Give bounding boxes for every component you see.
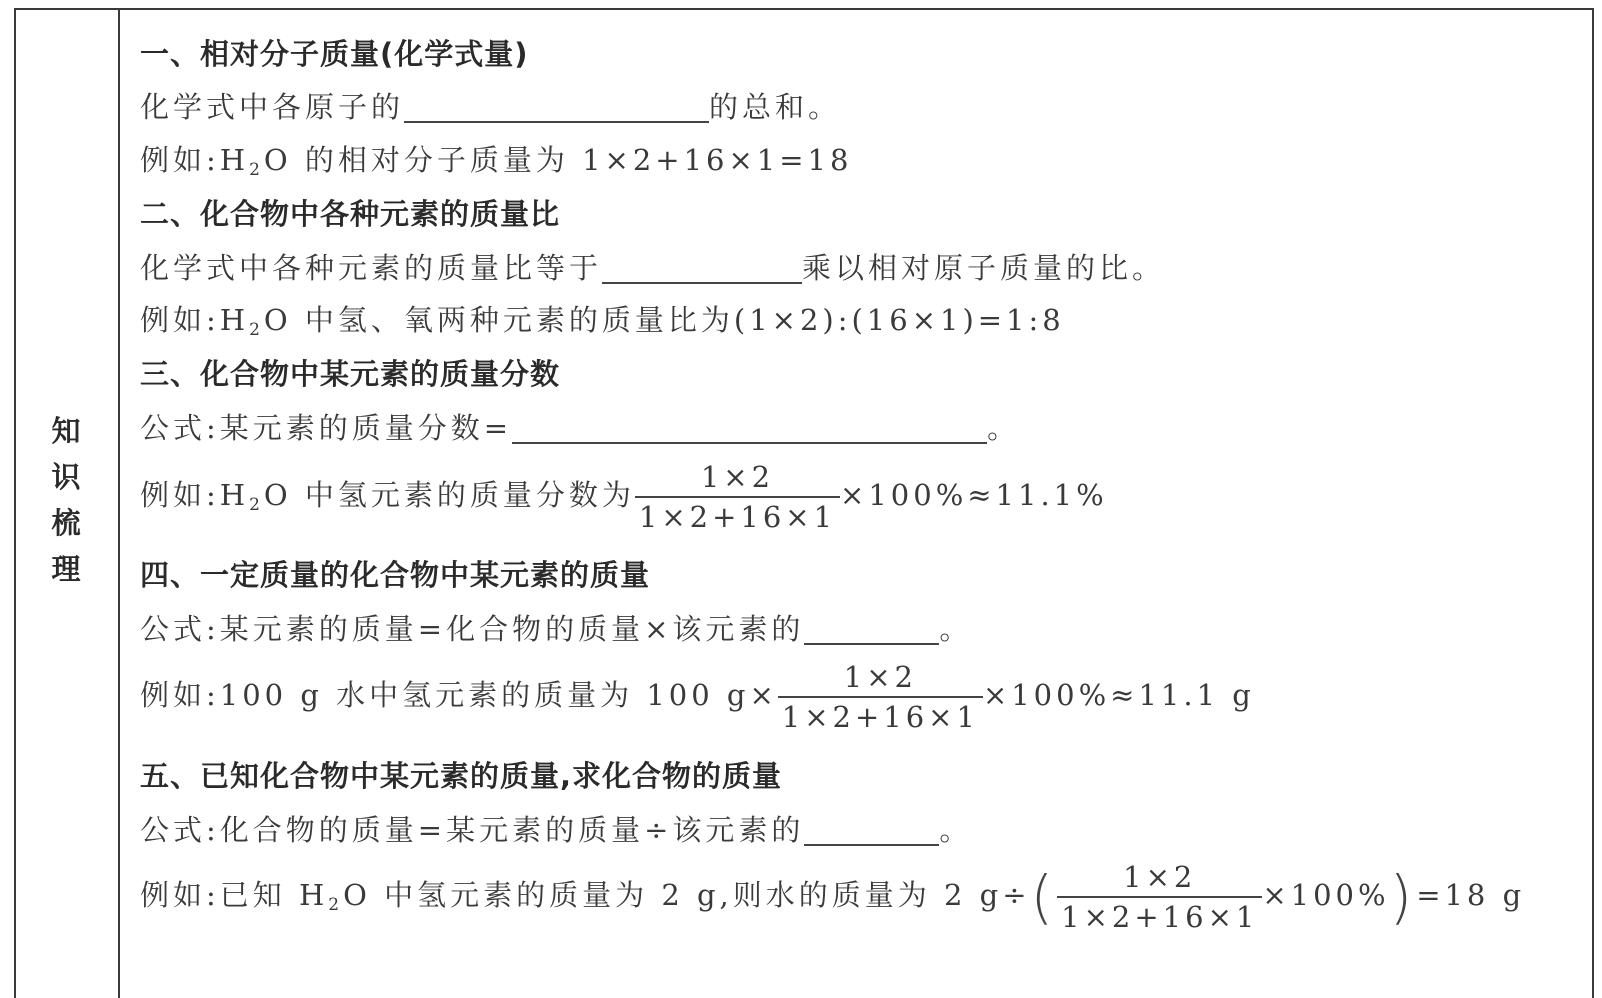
section-1-definition (140, 85, 841, 126)
definition-text: 化学式中各种元素的质量比等于 (140, 251, 603, 285)
example-text: ×100%≈11.1% (840, 478, 1108, 512)
subscript: 2 (249, 495, 264, 515)
fraction (1057, 858, 1262, 936)
example-text: O 的相对分子质量为 1×2+16×1=18 (263, 143, 853, 177)
example-text: O 中氢元素的质量分数为 (263, 478, 635, 512)
sidebar-column (14, 8, 120, 998)
example-text: ×100%≈11.1 g (982, 678, 1255, 712)
subscript: 2 (249, 320, 264, 340)
fraction-denominator: 1×2+16×1 (781, 700, 979, 734)
fraction (635, 458, 840, 536)
definition-text: 的总和。 (709, 90, 842, 124)
formula-text: 公式:某元素的质量=化合物的质量×该元素的 (140, 612, 805, 646)
example-text: 例如:H (140, 478, 250, 512)
definition-text: 化学式中各原子的 (140, 90, 405, 124)
fill-blank (512, 441, 987, 444)
example-text: 例如:已知 H (140, 878, 329, 912)
section-5-example (140, 858, 1525, 936)
example-text: 例如:H (140, 143, 250, 177)
right-paren: ) (1389, 863, 1417, 931)
formula-text: 。 (987, 411, 1021, 445)
example-text: O 中氢元素的质量为 2 g,则水的质量为 2 g÷ (343, 878, 1031, 912)
sidebar-char: 理 (51, 552, 81, 586)
fill-blank (404, 120, 709, 123)
fraction-numerator: 1×2 (1057, 858, 1262, 898)
sidebar-label (14, 408, 118, 592)
fraction (778, 658, 983, 736)
section-2-definition (140, 246, 1165, 287)
formula-text: 公式:化合物的质量=某元素的质量÷该元素的 (140, 813, 805, 847)
section-4-example (140, 658, 1255, 736)
fill-blank (804, 642, 939, 645)
fill-blank (602, 281, 802, 284)
section-2-heading: 二、化合物中各种元素的质量比 (140, 197, 561, 231)
formula-text: 公式:某元素的质量分数= (140, 411, 513, 445)
example-text: 例如:H (140, 303, 250, 337)
section-1-heading: 一、相对分子质量(化学式量) (140, 37, 529, 71)
section-3-formula (140, 406, 1020, 447)
fraction-denominator: 1×2+16×1 (638, 500, 837, 534)
example-text: 例如:100 g 水中氢元素的质量为 100 g× (140, 678, 778, 712)
section-3-example (140, 458, 1108, 536)
formula-text: 。 (939, 612, 973, 646)
section-4-heading: 四、一定质量的化合物中某元素的质量 (140, 558, 651, 592)
definition-text: 乘以相对原子质量的比。 (802, 251, 1166, 285)
example-text: O 中氢、氧两种元素的质量比为(1×2):(16×1)=1:8 (263, 303, 1065, 337)
formula-text: 。 (939, 813, 973, 847)
section-5-formula (140, 808, 972, 849)
section-4-formula (140, 607, 972, 648)
sidebar-char: 梳 (51, 506, 81, 540)
subscript: 2 (328, 895, 344, 915)
subscript: 2 (249, 160, 264, 180)
fraction-numerator: 1×2 (778, 658, 983, 698)
fill-blank (804, 843, 939, 846)
section-2-example (140, 298, 1065, 339)
fraction-numerator: 1×2 (635, 458, 840, 498)
sidebar-char: 知 (51, 414, 81, 448)
example-text: =18 g (1416, 878, 1526, 912)
section-5-heading: 五、已知化合物中某元素的质量,求化合物的质量 (140, 759, 783, 793)
left-paren: ( (1030, 863, 1058, 931)
section-1-example (140, 138, 852, 179)
section-3-heading: 三、化合物中某元素的质量分数 (140, 357, 561, 391)
sidebar-char: 识 (51, 460, 81, 494)
fraction-denominator: 1×2+16×1 (1061, 900, 1259, 934)
example-text: ×100% (1262, 878, 1390, 912)
